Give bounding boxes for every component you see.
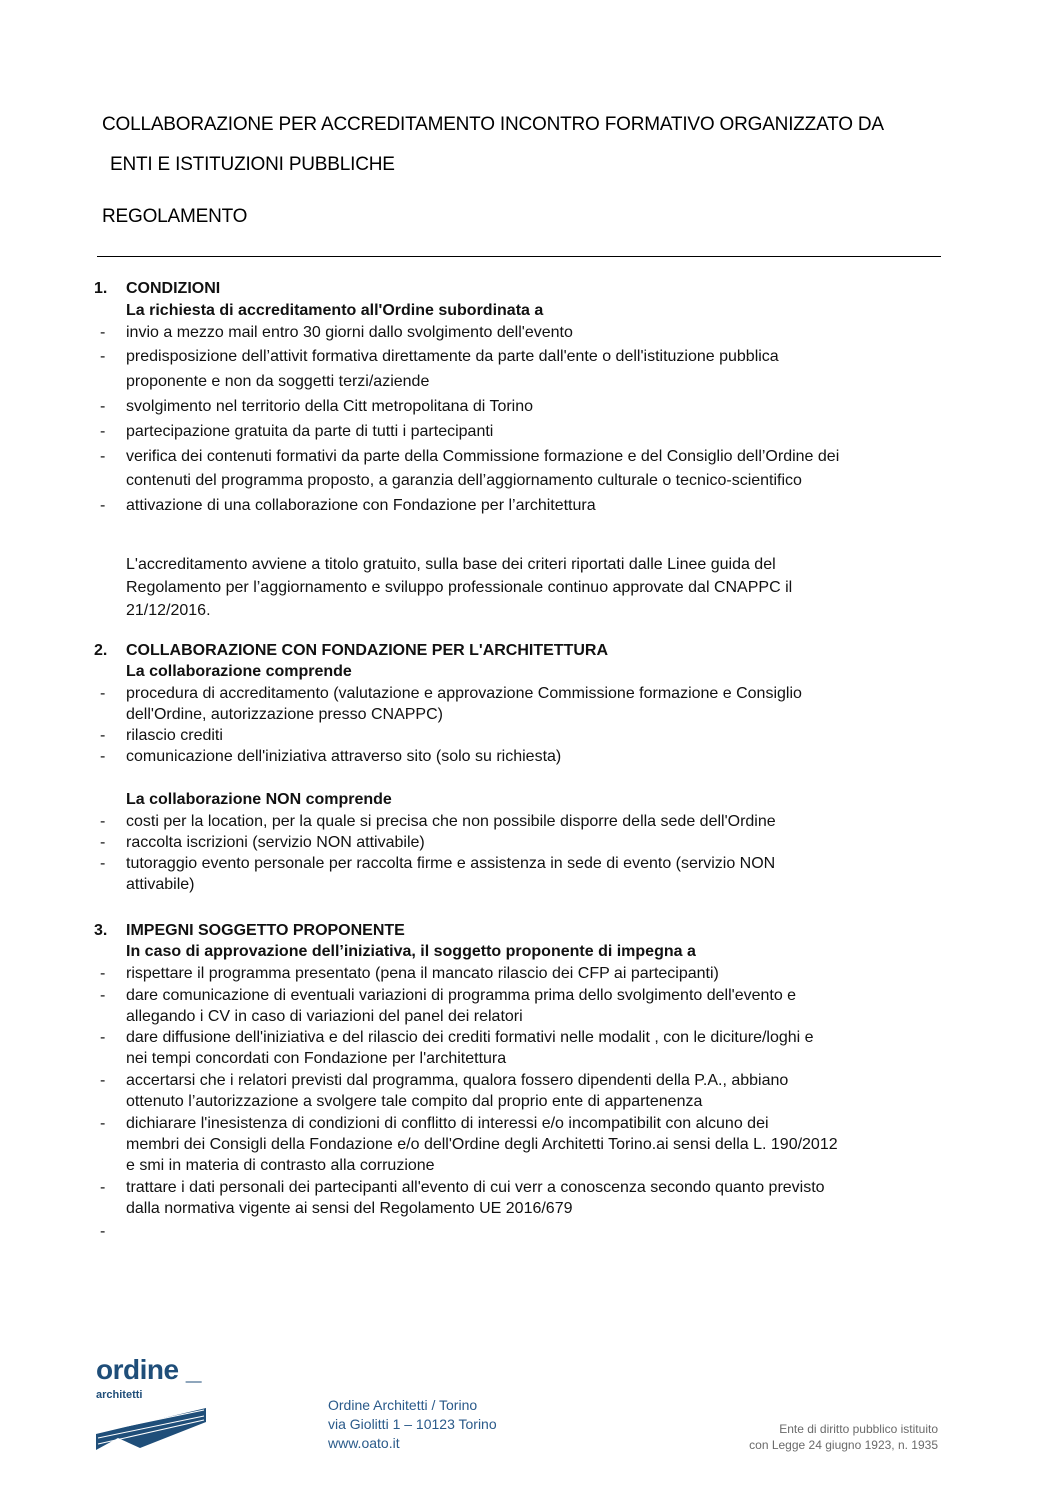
bullet-dash: - xyxy=(100,727,106,744)
bullet-dash: - xyxy=(100,348,106,365)
ordine-architetti-logo-mark-icon xyxy=(96,1408,208,1450)
section-lead: La collaborazione NON comprende xyxy=(126,791,392,808)
bullet-dash: - xyxy=(100,398,106,415)
list-item: verifica dei contenuti formativi da parte della Commissione formazione e del Consiglio dell’Ordine dei xyxy=(126,448,840,465)
header-divider xyxy=(97,256,941,257)
bullet-dash: - xyxy=(100,1072,106,1089)
bullet-dash: - xyxy=(100,855,106,872)
paragraph-line: 21/12/2016. xyxy=(126,602,211,619)
list-item: svolgimento nel territorio della Citt metropolitana di Torino xyxy=(126,398,534,415)
list-item: accertarsi che i relatori previsti dal programma, qualora fossero dipendenti della P.A., abbiano xyxy=(126,1072,789,1089)
list-item: dare diffusione dell'iniziativa e del rilascio dei crediti formativi nelle modalit , con le diciture/loghi e xyxy=(126,1029,814,1046)
list-item: predisposizione dell’attivit formativa direttamente da parte dall'ente o dell'istituzione pubblica xyxy=(126,348,779,365)
list-item-continuation: contenuti del programma proposto, a garanzia dell’aggiornamento culturale o tecnico-scientifico xyxy=(126,472,802,489)
paragraph-line: Regolamento per l’aggiornamento e sviluppo professionale continuo approvate dal CNAPPC il xyxy=(126,579,793,596)
section-lead: In caso di approvazione dell’iniziativa, il soggetto proponente di impegna a xyxy=(126,943,696,960)
bullet-dash: - xyxy=(100,324,106,341)
list-item: dichiarare l'inesistenza di condizioni di conflitto di interessi e/o incompatibilit con alcuno dei xyxy=(126,1115,769,1132)
bullet-dash: - xyxy=(100,987,106,1004)
list-item-continuation: attivabile) xyxy=(126,876,195,893)
footer-legal-line: Ente di diritto pubblico istituito xyxy=(779,1422,938,1436)
footer-address-line: via Giolitti 1 – 10123 Torino xyxy=(328,1416,497,1432)
list-item: partecipazione gratuita da parte di tutti i partecipanti xyxy=(126,423,494,440)
bullet-dash: - xyxy=(100,423,106,440)
logo-subtitle: architetti xyxy=(96,1389,143,1401)
section-title: COLLABORAZIONE CON FONDAZIONE PER L'ARCHITETTURA xyxy=(126,642,609,659)
section-title: IMPEGNI SOGGETTO PROPONENTE xyxy=(126,922,405,939)
bullet-dash: - xyxy=(100,748,106,765)
list-item: trattare i dati personali dei partecipanti all'evento di cui verr a conoscenza secondo quanto previsto xyxy=(126,1179,825,1196)
bullet-dash: - xyxy=(100,813,106,830)
bullet-dash: - xyxy=(100,448,106,465)
list-item: attivazione di una collaborazione con Fondazione per l’architettura xyxy=(126,497,596,514)
footer-website-link[interactable]: www.oato.it xyxy=(328,1435,400,1451)
list-item: procedura di accreditamento (valutazione e approvazione Commissione formazione e Consiglio xyxy=(126,685,802,702)
list-item-continuation: dell'Ordine, autorizzazione presso CNAPPC) xyxy=(126,706,443,723)
list-item-continuation: allegando i CV in caso di variazioni del panel dei relatori xyxy=(126,1008,523,1025)
section-lead: La collaborazione comprende xyxy=(126,663,352,680)
bullet-dash: - xyxy=(100,1115,106,1132)
bullet-dash: - xyxy=(100,834,106,851)
section-number: 3. xyxy=(94,922,108,939)
bullet-dash: - xyxy=(100,965,106,982)
list-item-continuation: dalla normativa vigente ai sensi del Regolamento UE 2016/679 xyxy=(126,1200,573,1217)
list-item: comunicazione dell'iniziativa attraverso sito (solo su richiesta) xyxy=(126,748,562,765)
bullet-dash: - xyxy=(100,1029,106,1046)
document-title-line2: ENTI E ISTITUZIONI PUBBLICHE xyxy=(110,154,395,175)
paragraph-line: L'accreditamento avviene a titolo gratuito, sulla base dei criteri riportati dalle Linee guida del xyxy=(126,556,776,573)
bullet-dash: - xyxy=(100,1223,106,1240)
list-item: dare comunicazione di eventuali variazioni di programma prima dello svolgimento dell'evento e xyxy=(126,987,797,1004)
list-item-continuation: proponente e non da soggetti terzi/aziende xyxy=(126,373,430,390)
list-item: rispettare il programma presentato (pena il mancato rilascio dei CFP ai partecipanti) xyxy=(126,965,719,982)
section-number: 1. xyxy=(94,280,108,297)
bullet-dash: - xyxy=(100,685,106,702)
section-lead: La richiesta di accreditamento all'Ordine subordinata a xyxy=(126,302,544,319)
list-item-continuation: membri dei Consigli della Fondazione e/o dell'Ordine degli Architetti Torino.ai sensi della L. 190/2012 xyxy=(126,1136,838,1153)
logo-wordmark: ordine _ xyxy=(96,1354,201,1385)
document-title-line1: COLLABORAZIONE PER ACCREDITAMENTO INCONTRO FORMATIVO ORGANIZZATO DA xyxy=(102,114,884,135)
list-item: raccolta iscrizioni (servizio NON attivabile) xyxy=(126,834,425,851)
list-item-continuation: e smi in materia di contrasto alla corruzione xyxy=(126,1157,435,1174)
list-item: rilascio crediti xyxy=(126,727,223,744)
bullet-dash: - xyxy=(100,497,106,514)
bullet-dash: - xyxy=(100,1179,106,1196)
list-item: costi per la location, per la quale si precisa che non possibile disporre della sede dell'Ordine xyxy=(126,813,776,830)
list-item: tutoraggio evento personale per raccolta firme e assistenza in sede di evento (servizio NON xyxy=(126,855,776,872)
document-subtitle: REGOLAMENTO xyxy=(102,206,248,227)
list-item-continuation: ottenuto l’autorizzazione a svolgere tale compito dal proprio ente di appartenenza xyxy=(126,1093,703,1110)
section-title: CONDIZIONI xyxy=(126,280,221,297)
footer-address-line: Ordine Architetti / Torino xyxy=(328,1397,478,1413)
list-item: invio a mezzo mail entro 30 giorni dallo svolgimento dell'evento xyxy=(126,324,573,341)
footer-legal-line: con Legge 24 giugno 1923, n. 1935 xyxy=(749,1438,938,1452)
section-number: 2. xyxy=(94,642,108,659)
list-item-continuation: nei tempi concordati con Fondazione per l'architettura xyxy=(126,1050,507,1067)
